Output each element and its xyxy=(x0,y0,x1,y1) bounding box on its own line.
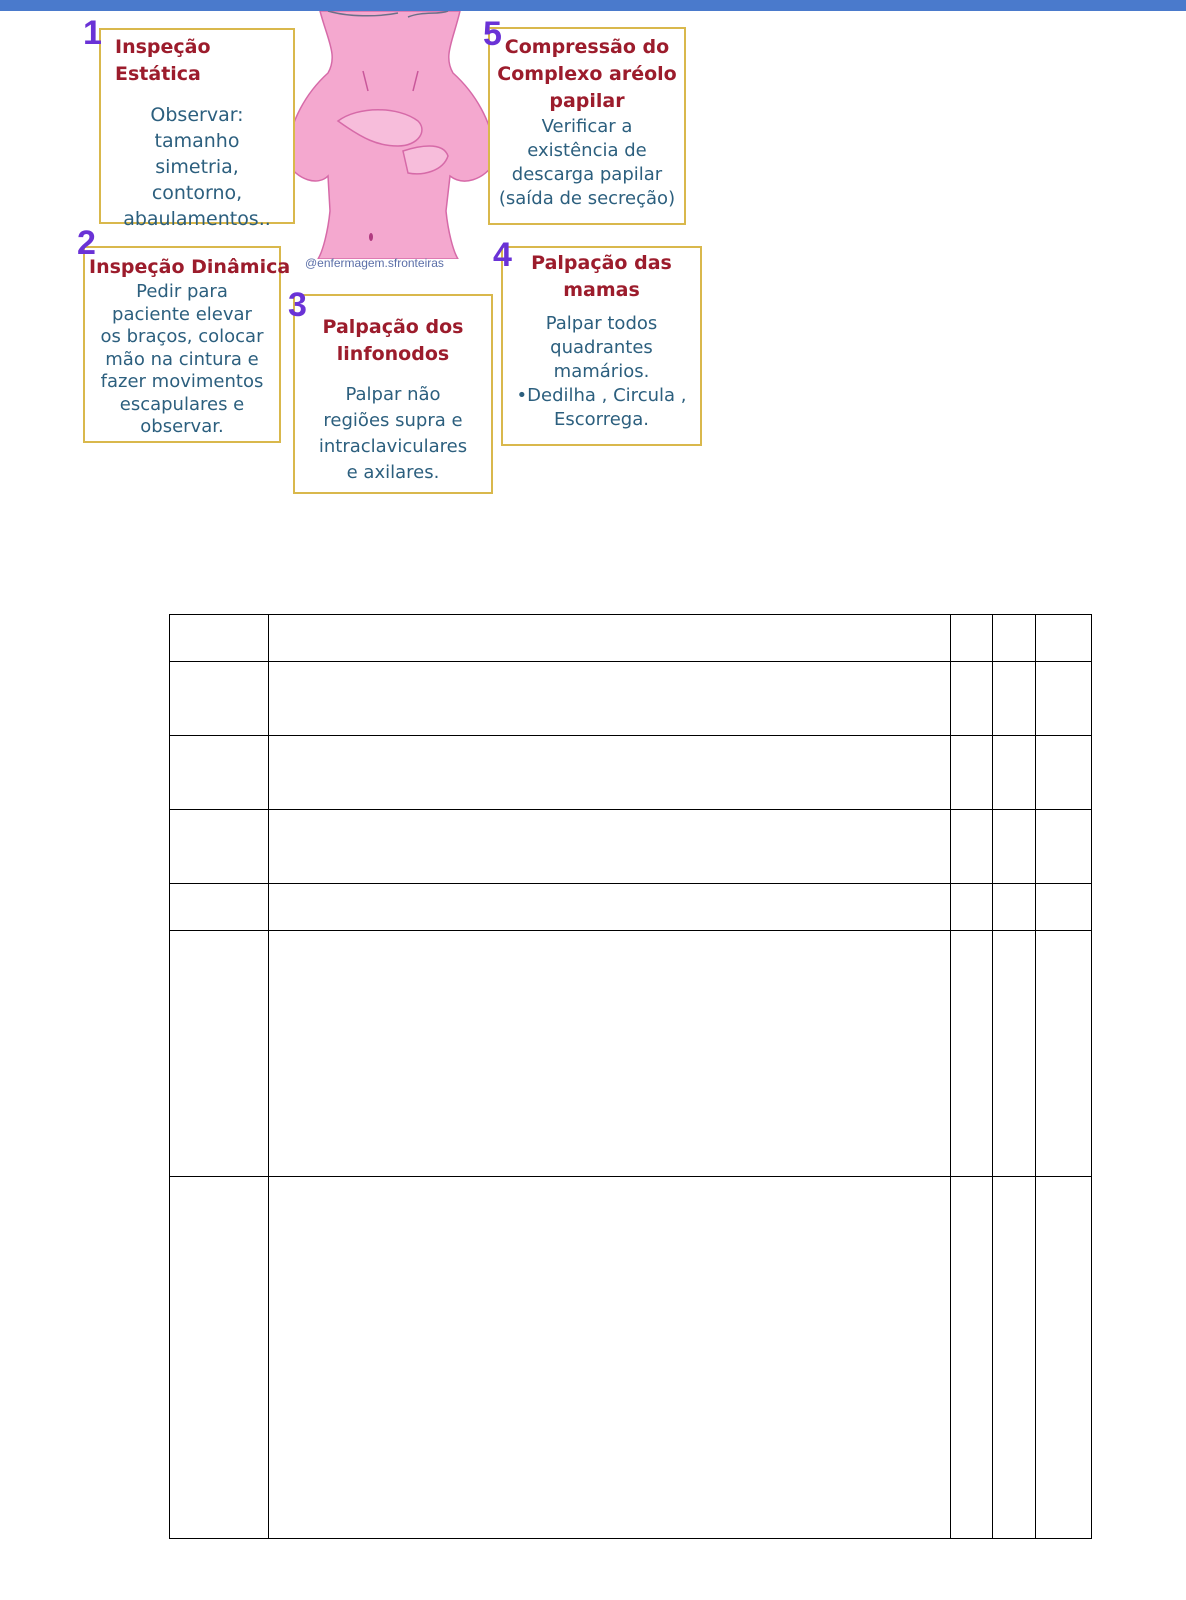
table-cell xyxy=(269,615,951,662)
table-cell xyxy=(951,662,993,736)
table-cell xyxy=(170,662,269,736)
step-5-title: Compressão do Complexo aréolo papilar xyxy=(497,36,677,112)
table-cell xyxy=(269,884,951,931)
table-cell xyxy=(951,736,993,810)
table-cell xyxy=(269,810,951,884)
table-cell xyxy=(1036,736,1092,810)
table-cell xyxy=(269,931,951,1177)
table-cell xyxy=(170,736,269,810)
table-cell xyxy=(1036,931,1092,1177)
step-3-card xyxy=(293,294,493,494)
table-cell xyxy=(269,662,951,736)
table-cell xyxy=(951,1177,993,1539)
instagram-handle: @enfermagem.sfronteiras xyxy=(305,256,444,270)
table-cell xyxy=(170,1177,269,1539)
table-cell xyxy=(269,736,951,810)
table-cell xyxy=(951,884,993,931)
step-1-number: 1 xyxy=(83,14,102,52)
table-row xyxy=(170,736,1092,810)
table-cell xyxy=(951,931,993,1177)
step-1-card xyxy=(99,28,295,230)
table-cell xyxy=(993,810,1036,884)
step-5-body: Verificar a existência de descarga papilar (saída de secreção) xyxy=(498,116,676,209)
table-cell xyxy=(170,884,269,931)
table-cell xyxy=(993,662,1036,736)
table-cell xyxy=(170,615,269,662)
table-cell xyxy=(993,1177,1036,1539)
table-cell xyxy=(1036,615,1092,662)
step-5-number: 5 xyxy=(483,15,502,53)
step-4-card xyxy=(501,246,702,446)
step-3-body: Palpar não regiões supra e intraclaviculares e axilares. xyxy=(318,384,468,483)
table-cell xyxy=(951,615,993,662)
table-row xyxy=(170,615,1092,662)
table-cell xyxy=(1036,884,1092,931)
table-cell xyxy=(993,615,1036,662)
table-cell xyxy=(269,1177,951,1539)
table-row xyxy=(170,931,1092,1177)
step-3-title: Palpação dos linfonodos xyxy=(322,316,464,365)
step-2-card xyxy=(83,246,291,443)
step-4-title: Palpação das mamas xyxy=(531,252,672,301)
torso-illustration xyxy=(268,11,512,259)
step-1-body: Observar: tamanho simetria, contorno, abaulamentos.. xyxy=(123,104,271,230)
table-cell xyxy=(170,931,269,1177)
step-4-number: 4 xyxy=(493,236,512,274)
step-1-title: Inspeção Estática xyxy=(115,36,211,85)
empty-checklist-table xyxy=(169,614,1092,1539)
step-2-number: 2 xyxy=(77,224,96,262)
step-5-card xyxy=(488,27,686,225)
top-color-bar xyxy=(0,0,1186,11)
table-row xyxy=(170,1177,1092,1539)
table-cell xyxy=(1036,1177,1092,1539)
table-row xyxy=(170,884,1092,931)
step-2-title: Inspeção Dinâmica xyxy=(89,256,291,278)
table-cell xyxy=(951,810,993,884)
table-cell xyxy=(1036,810,1092,884)
step-2-body: Pedir para paciente elevar os braços, colocar mão na cintura e fazer movimentos escapulares e observar. xyxy=(100,281,264,437)
table-cell xyxy=(993,884,1036,931)
table-cell xyxy=(170,810,269,884)
table-row xyxy=(170,662,1092,736)
table-cell xyxy=(1036,662,1092,736)
step-3-number: 3 xyxy=(288,286,307,324)
step-4-body: Palpar todos quadrantes mamários. •Dedilha , Circula , Escorrega. xyxy=(516,313,687,430)
table-row xyxy=(170,810,1092,884)
table-cell xyxy=(993,931,1036,1177)
table-cell xyxy=(993,736,1036,810)
